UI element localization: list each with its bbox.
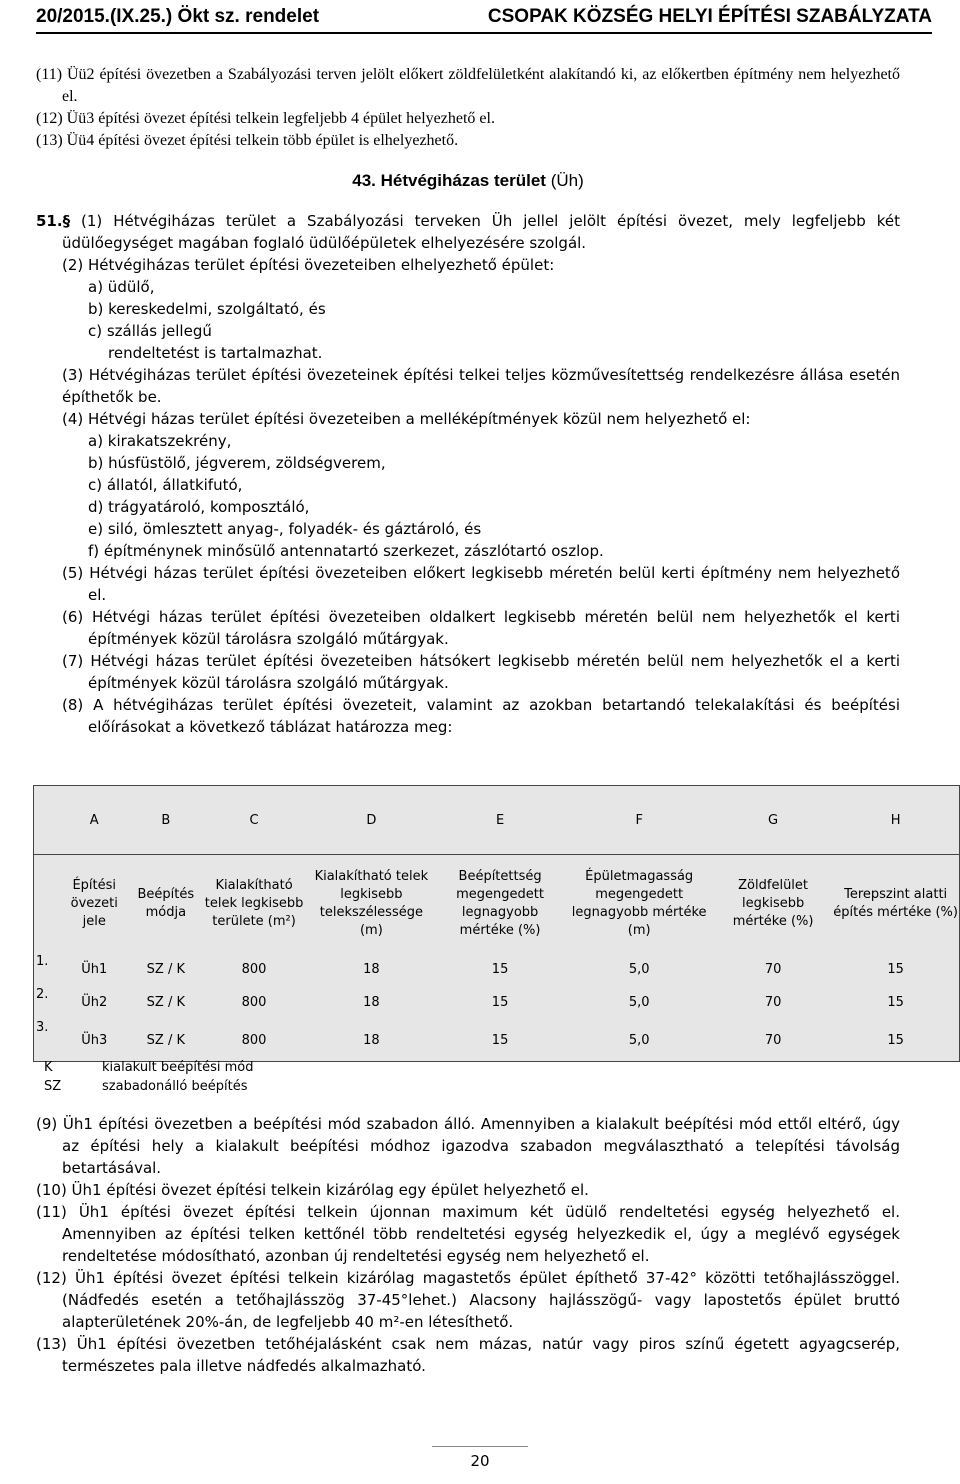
table-cell: 5,0 [628,995,650,1010]
paragraph-51-4 [36,408,900,562]
paragraph-51-7: (7) Hétvégi házas terület építési övezeteiben hátsókert legkisebb méretén belül nem helyezhetők el a kerti építmények közül tárolásra szolgáló műtárgyak. [62,652,900,692]
column-letter: G [714,786,832,855]
table-cell: 5,0 [628,962,650,977]
paragraph-51-10: (10) Üh1 építési övezet építési telkein kizárólag egy épület helyezhető el. [36,1181,589,1199]
legend-text: kialakult beépítési mód [102,1060,254,1075]
column-letter: B [131,786,202,855]
legend-text: szabadonálló beépítés [102,1079,248,1094]
section-code: (Üh) [550,171,584,190]
list-item: b) kereskedelmi, szolgáltató, és [88,300,326,318]
table-cell: 800 [241,995,267,1010]
paragraph-51-13: (13) Üh1 építési övezetben tetőhéjalásként csak nem mázas, natúr vagy piros színű égetett agyagcserép, természetes pala illetve nádfedés alkalmazható. [36,1335,900,1375]
list-item: c) szállás jellegű [88,322,212,340]
list-item: a) kirakatszekrény, [88,432,232,450]
table-cell: 800 [241,962,267,977]
footer-rule [432,1446,528,1447]
row-number: 1. [34,953,58,986]
zoning-rules-table [33,785,960,1062]
paragraph-11-uu2: (11) Üü2 építési övezetben a Szabályozási terven jelölt előkert zöldfelületként alakítandó ki, az előkertben építmény nem helyezhető el. [36,66,900,105]
document-title: CSOPAK KÖZSÉG HELYI ÉPÍTÉSI SZABÁLYZATA [487,6,932,27]
table-cell: Üh1 [81,962,108,977]
section-number: 43. [352,171,376,190]
row-number-cell [34,855,58,954]
paragraph-12-uu3: (12) Üü3 építési övezet építési telkein legfeljebb 4 épület helyezhető el. [36,110,495,127]
column-letter: A [58,786,131,855]
list-item: f) építménynek minősülő antennatartó szerkezet, zászlótartó oszlop. [88,542,604,560]
paragraph-51-12: (12) Üh1 építési övezet építési telkein kizárólag magastetős épület építhető 37-42° közötti tetőhajlásszöggel. (Nádfedés esetén a tetőhajlásszög 37-45°lehet.) Alacsony hajlásszögű- vagy lapostetős épület bruttó alapterületének 20%-án, de legfeljebb 40 m²-en létesíthető. [36,1269,900,1331]
table-cell: 800 [201,1019,307,1062]
paragraph-51-3: (3) Hétvégiházas terület építési övezeteinek építési telkei teljes közművesítettség rendelkezésre állása esetén építhetők be. [62,366,900,406]
table-cell: 18 [363,962,380,977]
table-cell: SZ / K [146,962,185,977]
legend-entry [44,1077,254,1096]
list-item: c) állatól, állatkifutó, [88,476,243,494]
column-letter: F [564,786,713,855]
table-row [34,1019,960,1062]
paragraph-51-1 [36,210,900,254]
column-header: Kialakítható telek legkisebb területe (m²) [204,878,304,929]
section-title [36,170,900,192]
list-item: b) húsfüstölő, jégverem, zöldségverem, [88,454,386,472]
table-cell: 15 [491,962,509,977]
table-cell: 70 [714,1019,832,1062]
paragraph-51-1-text: (1) Hétvégiházas terület a Szabályozási terveken Üh jellel jelölt építési övezet, mely legfeljebb két üdülőegységet magában foglaló üdülőépületek elhelyezésére szolgál. [62,212,900,252]
column-header: Beépítettség megengedett legnagyobb mértéke (%) [456,869,544,938]
paragraph-51-6: (6) Hétvégi házas terület építési övezeteiben oldalkert legkisebb méretén belül nem helyezhetők el kerti építmények közül tárolásra szolgáló műtárgyak. [62,608,900,648]
table-letter-row [34,786,960,855]
table-cell: SZ / K [131,1019,202,1062]
column-header: Épületmagasság megengedett legnagyobb mértéke (m) [571,869,707,938]
column-letter: C [201,786,307,855]
table-cell: Üh3 [58,1019,131,1062]
page-header [36,0,932,34]
row-number: 3. [34,1019,58,1062]
table-cell: Üh2 [81,995,108,1010]
paragraph-51-8: (8) A hétvégiházas terület építési övezeteit, valamint az azokban betartandó telekalakítási és beépítési előírásokat a következő táblázat határozza meg: [62,696,900,736]
paragraph-51-4-intro: (4) Hétvégi házas terület építési övezeteiben a melléképítmények közül nem helyezhető el: [62,410,751,428]
paragraph-51-2-intro: (2) Hétvégiházas terület építési övezeteiben elhelyezhető épület: [62,256,555,274]
table-row [34,953,960,986]
column-letter: E [436,786,565,855]
table-cell: 18 [363,995,380,1010]
paragraph-51-9: (9) Üh1 építési övezetben a beépítési mód szabadon álló. Amennyiben a kialakult beépítési mód ettől eltérő, úgy az építési hely a kialakult beépítési módhoz igazodva szabadon megválasztható a telepítési távolság betartásával. [36,1115,900,1177]
table-cell: 15 [436,1019,565,1062]
table-cell: 70 [764,962,782,977]
section-name: Hétvégiházas terület [380,171,546,190]
column-header: Beépítés módja [137,887,195,920]
list-item: d) trágyatároló, komposztáló, [88,498,310,516]
paragraph-13-uu4: (13) Üü4 építési övezet építési telkein több épület is elhelyezhető. [36,132,459,149]
paragraph-51-5: (5) Hétvégi házas terület építési övezeteiben előkert legkisebb méretén belül kerti építmény nem helyezhető el. [62,564,900,604]
table-cell: 15 [832,1019,959,1062]
legend-key: SZ [44,1079,62,1094]
main-content [36,64,900,738]
lower-content [36,1113,900,1377]
row-number: 2. [34,986,58,1019]
column-letter: H [832,786,959,855]
list-item: a) üdülő, [88,278,155,296]
table-cell: 70 [764,995,782,1010]
table-cell: 18 [307,1019,436,1062]
column-letter: D [307,786,436,855]
article-marker: 51.§ [36,212,71,230]
column-header: Terepszint alatti építés mértéke (%) [832,855,959,954]
table-corner [34,786,58,855]
table-cell: 15 [491,995,509,1010]
column-header: Építési övezeti jele [70,878,118,929]
legend-key: K [44,1060,53,1075]
paragraph-51-2-tail: rendeltetést is tartalmazhat. [108,344,323,362]
paragraph-51-11: (11) Üh1 építési övezet építési telkein újonnan maximum két üdülő rendeltetési egység helyezhető el. Amennyiben az építési telken kettőnél több rendeltetési egység helyezkedik el, úgy a meglévő egységek rendeltetése módosítható, azonban új rendeltetési egység nem helyezhető el. [36,1203,900,1265]
page-number: 20 [470,1452,490,1470]
table-legend [44,1058,254,1096]
column-header: Kialakítható telek legkisebb telekszélessége (m) [314,869,429,938]
table-cell: SZ / K [146,995,185,1010]
list-item: e) siló, ömlesztett anyag-, folyadék- és gáztároló, és [88,520,482,538]
table-header-row [34,855,960,954]
table-cell: 15 [832,953,959,986]
column-header: Zöldfelület legkisebb mértéke (%) [732,878,814,929]
paragraph-51-2 [36,254,900,364]
decree-reference: 20/2015.(IX.25.) Ökt sz. rendelet [36,6,320,27]
table-cell: 5,0 [564,1019,713,1062]
table-cell: 15 [832,986,959,1019]
table-row [34,986,960,1019]
legend-entry [44,1058,254,1077]
